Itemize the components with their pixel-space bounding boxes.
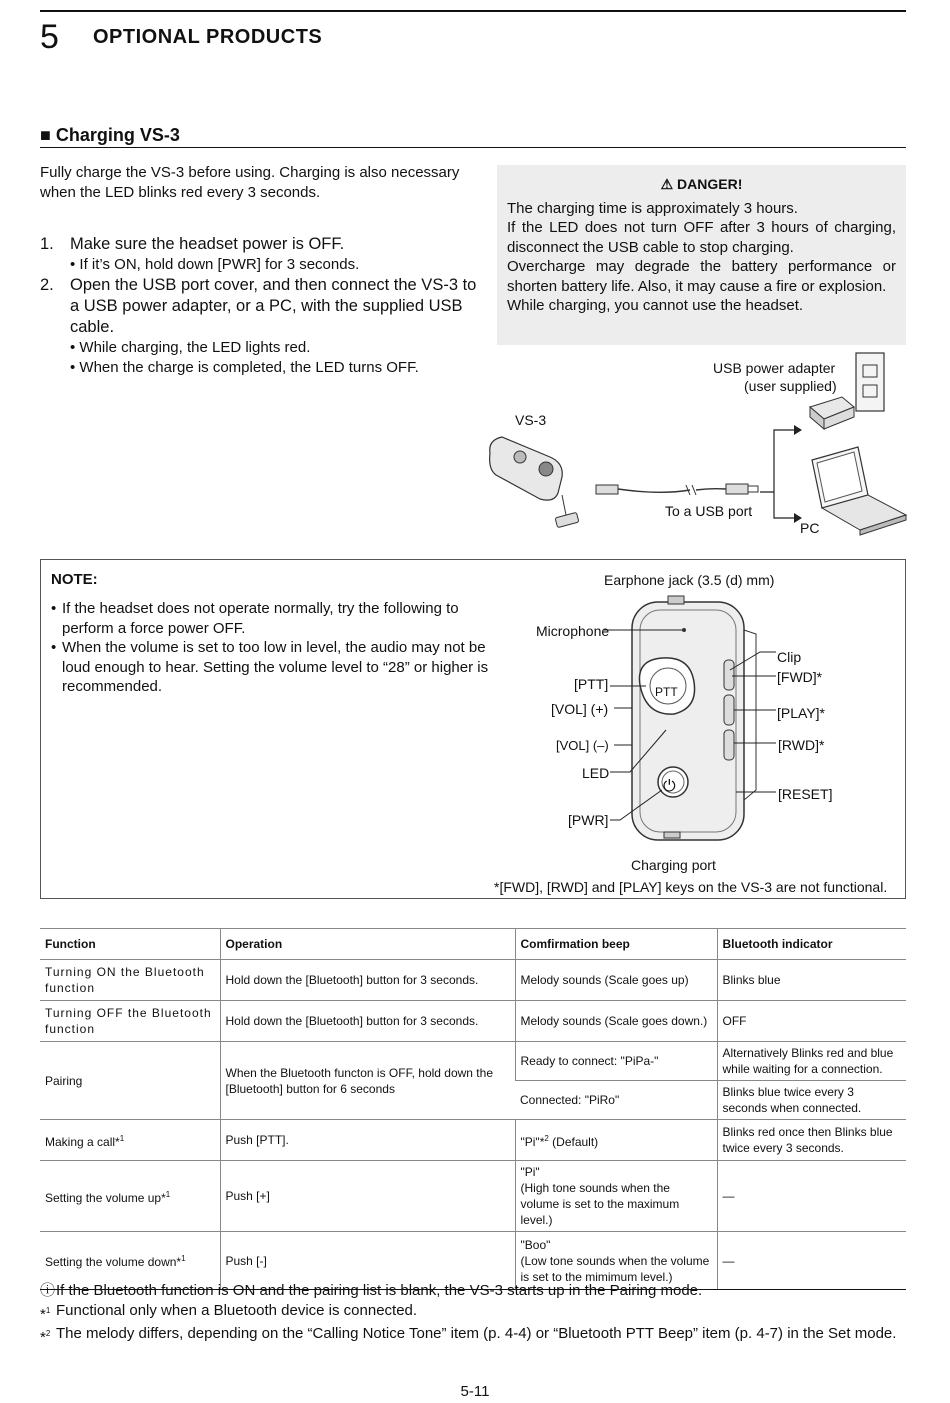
table-row: Pairing When the Bluetooth functon is OFF, hold down the [Bluetooth] button for 6 seconds Ready to connect: "PiPa-" Alternatively Blinks red and blue while waiting for a connection. [40,1042,906,1081]
chapter-number: 5 [40,18,59,56]
danger-line: Overcharge may degrade the battery performance or shorten battery life. Also, it may cause a fire or explosion. [507,258,896,295]
usb-cable-icon [596,484,758,495]
charging-port-label: Charging port [631,857,716,873]
note-bullet: • If the headset does not operate normally, try the following to perform a force power OFF. [51,600,459,637]
usb-adapter-icon [810,397,854,429]
vs3-device-icon [490,437,579,528]
microphone-label: Microphone [536,623,610,639]
footnote-1: *$^1$ Functional only when a Bluetooth device is connected. [40,1301,418,1323]
laptop-icon [812,447,906,535]
header-cell: Function [40,929,220,960]
footnote-2: *$^2$ The melody differs, depending on the “Calling Notice Tone” item (p. 4-4) or “Bluetooth PTT Beep” item (p. 4-7) in the Set mode. [40,1325,897,1346]
danger-line: If the LED does not turn OFF after 3 hours of charging, disconnect the USB cable to stop charging. [507,219,896,256]
note-bullet: • When the volume is set to too low in level, the audio may not be loud enough to hear. Setting the volume level to “28” or higher is recommended. [51,639,489,695]
section-title: ■ Charging VS-3 [40,125,180,145]
led-label: LED [582,765,610,781]
clip-label: Clip [777,649,802,665]
usb-port-label: To a USB port [665,503,753,519]
danger-title: ⚠ DANGER! [660,176,743,192]
step-2-text: Open the USB port cover, and then connect the VS-3 to a USB power adapter, or a PC, with the supplied USB cable. [70,276,477,336]
chapter-title: OPTIONAL PRODUCTS [93,26,323,48]
note-body [51,599,491,697]
vol-up-label: [VOL] (+) [551,701,609,717]
header-cell: Bluetooth indicator [717,929,906,960]
step-2-sub-2: • When the charge is completed, the LED turns OFF. [70,359,419,376]
rwd-label: [RWD]* [778,737,825,753]
page-number: 5-11 [460,1383,490,1400]
function-table [40,928,906,1290]
header-cell: Operation [220,929,515,960]
ptt-label: [PTT] [574,676,609,692]
note-title: NOTE: [51,571,98,588]
info-icon: ⓘ [40,1282,56,1299]
step-1: 1. Make sure the headset power is OFF. [40,235,345,253]
headset-diagram [600,590,800,850]
reset-label: [RESET] [778,786,833,802]
step-1-text: Make sure the headset power is OFF. [70,235,345,253]
keys-footnote: *[FWD], [RWD] and [PLAY] keys on the VS-3 are not functional. [494,879,888,895]
vol-down-label: [VOL] (–) [556,738,609,753]
ptt-button-label: PTT [655,685,678,699]
table-row: Turning ON the Bluetooth function Hold down the [Bluetooth] button for 3 seconds. Melody sounds (Scale goes up) Blinks blue [40,960,906,1001]
danger-line: While charging, you cannot use the headset. [507,297,804,314]
power-icon: ⏻ [663,778,676,795]
usb-adapter-label: USB power adapter [713,360,836,376]
wall-outlet-icon [856,353,884,411]
table-row: Setting the volume down*$^1$ Push [-] "Boo" (Low tone sounds when the volume is set to the mimimum level.) — [40,1232,906,1290]
usb-adapter-sub-label: (user supplied) [744,378,837,394]
step-2: 2. Open the USB port cover, and then connect the VS-3 to a USB power adapter, or a PC, with the supplied USB cable. [40,275,480,338]
fwd-label: [FWD]* [777,669,823,685]
pc-label: PC [800,520,820,536]
header-cell: Comfirmation beep [515,929,717,960]
table-row: Setting the volume up*$^1$ Push [+] "Pi" (High tone sounds when the volume is set to the maximum level.) — [40,1161,906,1232]
earphone-jack-label: Earphone jack (3.5 (d) mm) [604,572,775,588]
steps-list [40,234,480,378]
danger-box [497,165,906,345]
pwr-label: [PWR] [568,812,609,828]
footnote-info: ⓘ If the Bluetooth function is ON and the pairing list is blank, the VS-3 starts up in the Pairing mode. [40,1282,703,1299]
play-label: [PLAY]* [777,705,825,721]
danger-line: The charging time is approximately 3 hours. [507,199,798,217]
footnotes [40,1281,906,1348]
vs3-label: VS-3 [515,412,547,428]
headset-body-icon [632,596,756,840]
step-2-sub-1: • While charging, the LED lights red. [70,339,311,356]
header-rule [40,10,906,12]
step-1-sub: • If it’s ON, hold down [PWR] for 3 seconds. [70,256,360,273]
section-rule [40,147,906,148]
table-row: Making a call*$^1$ Push [PTT]. "Pi"*$^2$ (Default) Blinks red once then Blinks blue twice every 3 seconds. [40,1120,906,1161]
table-row: Connected: "PiRo" Blinks blue twice every 3 seconds when connected. [40,1081,906,1120]
table-row: Turning OFF the Bluetooth function Hold down the [Bluetooth] button for 3 seconds. Melody sounds (Scale goes down.) OFF [40,1001,906,1042]
table-header-row [40,929,906,960]
intro-paragraph: Fully charge the VS-3 before using. Charging is also necessary when the LED blinks red every 3 seconds. [40,164,460,201]
